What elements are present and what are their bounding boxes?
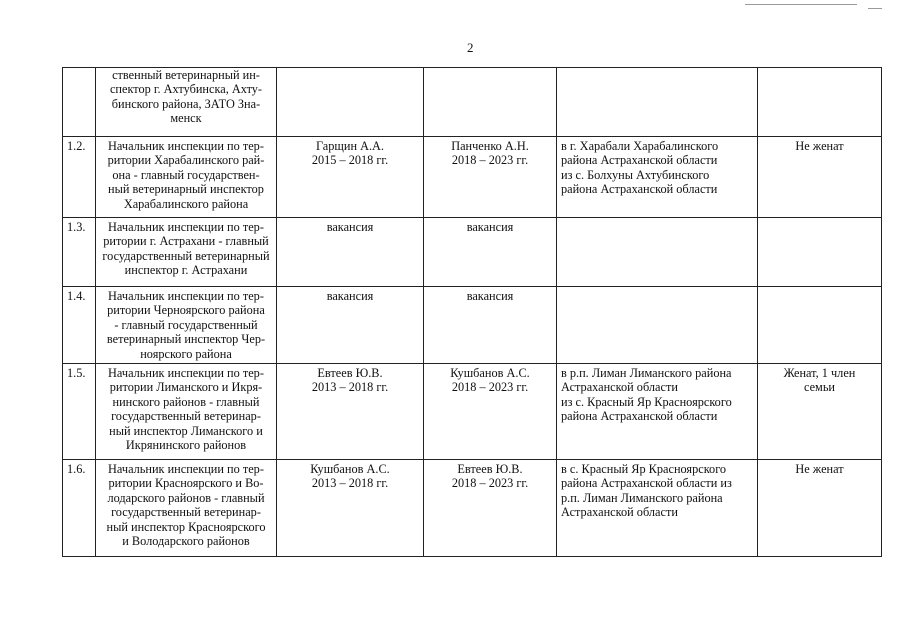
cell-text-line: Евтеев Ю.В.: [457, 462, 523, 477]
scan-artifact-line: [745, 4, 857, 5]
family-status-cell: [758, 137, 882, 218]
previous-holder-cell: [277, 287, 424, 364]
cell-text-line: р.п. Лиман Лиманского района: [561, 490, 723, 505]
position-cell: [96, 287, 277, 364]
cell-text-line: ный инспектор Лиманского и: [109, 423, 263, 438]
row-number: 1.5.: [67, 366, 86, 381]
cell-text-line: вакансия: [466, 289, 514, 303]
row-number-cell: [63, 137, 96, 218]
relocation-cell: [557, 287, 758, 364]
cell-text-line: в г. Харабали Харабалинского: [561, 139, 719, 153]
cell-text-line: Женат, 1 член: [783, 366, 856, 381]
cell-text-line: - главный государственный: [114, 317, 258, 332]
cell-text-line: вакансия: [326, 220, 374, 234]
row-number-cell: [63, 460, 96, 557]
cell-text-line: Панченко А.Н.: [451, 139, 529, 153]
relocation-cell: [557, 460, 758, 557]
cell-text-line: района Астраханской области: [561, 409, 718, 424]
cell-text-line: района Астраханской области: [561, 153, 718, 168]
row-number: 1.2.: [67, 139, 86, 153]
row-number-cell: [63, 287, 96, 364]
cell-text-line: ритории г. Астрахани - главный: [103, 234, 269, 249]
cell-text-line: из с. Болхуны Ахтубинского: [561, 167, 710, 182]
previous-holder-cell: [277, 460, 424, 557]
cell-text-line: нинского районов - главный: [112, 394, 260, 409]
cell-text-line: 2013 – 2018 гг.: [311, 476, 389, 491]
cell-text-line: Начальник инспекции по тер-: [108, 462, 264, 477]
position-cell: [96, 137, 277, 218]
new-holder-cell: [424, 364, 557, 460]
row-number-cell: [63, 218, 96, 287]
cell-text-line: бинского района, ЗАТО Зна-: [111, 96, 261, 111]
row-number-cell: [63, 364, 96, 460]
table-row: [63, 460, 882, 557]
cell-text-line: инспектор г. Астрахани: [124, 263, 248, 278]
cell-text-line: государственный ветеринар-: [111, 409, 261, 424]
cell-text-line: Астраханской области: [561, 380, 678, 395]
family-status-cell: [758, 218, 882, 287]
cell-text-line: Начальник инспекции по тер-: [108, 220, 264, 234]
table-row: [63, 68, 882, 137]
cell-text-line: в с. Красный Яр Красноярского: [561, 462, 727, 477]
row-number-cell: [63, 68, 96, 137]
cell-text-line: ритории Лиманского и Икря-: [109, 380, 263, 395]
table-body: [63, 68, 882, 557]
position-cell: [96, 364, 277, 460]
table-row: [63, 364, 882, 460]
cell-text-line: из с. Красный Яр Красноярского: [561, 394, 732, 409]
cell-text-line: государственный ветеринарный: [102, 248, 270, 263]
position-cell: [96, 68, 277, 137]
relocation-cell: [557, 137, 758, 218]
cell-text-line: 2018 – 2023 гг.: [451, 153, 529, 168]
cell-text-line: 2015 – 2018 гг.: [311, 153, 389, 168]
cell-text-line: Икрянинского районов: [125, 438, 247, 453]
family-status-cell: [758, 68, 882, 137]
cell-text-line: Начальник инспекции по тер-: [108, 366, 264, 381]
cell-text-line: государственный ветеринар-: [111, 505, 261, 520]
relocation-cell: [557, 218, 758, 287]
row-number: 1.4.: [67, 289, 86, 303]
table-row: [63, 137, 882, 218]
cell-text-line: 2013 – 2018 гг.: [311, 380, 389, 395]
cell-text-line: она - главный государствен-: [112, 167, 260, 182]
table-row: [63, 218, 882, 287]
cell-text-line: ноярского района: [140, 346, 232, 361]
new-holder-cell: [424, 137, 557, 218]
cell-text-line: Не женат: [795, 462, 844, 477]
row-number: 1.6.: [67, 462, 86, 477]
cell-text-line: района Астраханской области: [561, 182, 718, 197]
cell-text-line: семьи: [803, 380, 836, 395]
cell-text-line: ственный ветеринарный ин-: [112, 68, 260, 82]
relocation-cell: [557, 68, 758, 137]
row-number: 1.3.: [67, 220, 86, 234]
cell-text-line: Гарщин А.А.: [315, 139, 385, 153]
cell-text-line: лодарского районов - главный: [107, 490, 265, 505]
cell-text-line: спектор г. Ахтубинска, Ахту-: [109, 82, 263, 97]
cell-text-line: 2018 – 2023 гг.: [451, 380, 529, 395]
previous-holder-cell: [277, 218, 424, 287]
cell-text-line: Кушбанов А.С.: [450, 366, 530, 381]
cell-text-line: в р.п. Лиман Лиманского района: [561, 366, 732, 381]
cell-text-line: ритории Черноярского района: [107, 303, 265, 318]
page-number: 2: [467, 40, 474, 55]
new-holder-cell: [424, 68, 557, 137]
cell-text-line: менск: [170, 111, 202, 126]
cell-text-line: ритории Харабалинского рай-: [107, 153, 265, 168]
position-cell: [96, 218, 277, 287]
cell-text-line: Харабалинского района: [123, 196, 249, 211]
cell-text-line: ный инспектор Красноярского: [106, 519, 266, 534]
family-status-cell: [758, 287, 882, 364]
cell-text-line: ветеринарный инспектор Чер-: [106, 332, 266, 347]
cell-text-line: Не женат: [795, 139, 844, 153]
cell-text-line: 2018 – 2023 гг.: [451, 476, 529, 491]
new-holder-cell: [424, 218, 557, 287]
position-cell: [96, 460, 277, 557]
previous-holder-cell: [277, 137, 424, 218]
cell-text-line: Астраханской области: [561, 505, 678, 520]
previous-holder-cell: [277, 364, 424, 460]
rotation-schedule-table: [62, 67, 882, 557]
cell-text-line: Кушбанов А.С.: [310, 462, 390, 477]
cell-text-line: Евтеев Ю.В.: [317, 366, 383, 381]
relocation-cell: [557, 364, 758, 460]
cell-text-line: вакансия: [326, 289, 374, 303]
cell-text-line: района Астраханской области из: [561, 476, 732, 491]
cell-text-line: Начальник инспекции по тер-: [108, 139, 264, 153]
cell-text-line: Начальник инспекции по тер-: [108, 289, 264, 303]
family-status-cell: [758, 460, 882, 557]
family-status-cell: [758, 364, 882, 460]
table-row: [63, 287, 882, 364]
new-holder-cell: [424, 287, 557, 364]
scan-artifact-line: [868, 8, 882, 9]
cell-text-line: ный ветеринарный инспектор: [108, 182, 264, 197]
cell-text-line: ритории Красноярского и Во-: [108, 476, 264, 491]
cell-text-line: и Володарского районов: [122, 534, 250, 549]
previous-holder-cell: [277, 68, 424, 137]
new-holder-cell: [424, 460, 557, 557]
cell-text-line: вакансия: [466, 220, 514, 234]
